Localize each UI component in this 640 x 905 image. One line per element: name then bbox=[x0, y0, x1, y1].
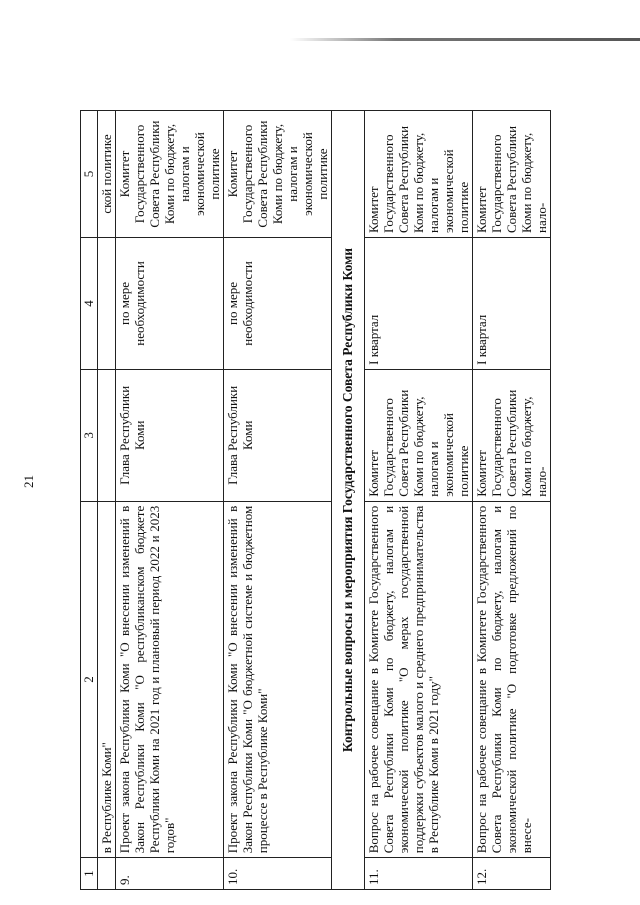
row-text: Проект закона Республики Коми "О внесении изменений в Закон Республики Коми "О республиканском бюджете Республики Коми на 2021 год и плановый период 2022 и 2023 годов" bbox=[116, 501, 224, 858]
table-row bbox=[365, 111, 473, 890]
continued-committee: ской политике bbox=[98, 111, 116, 238]
row-term: по мере необходимости bbox=[224, 238, 332, 370]
row-number: 10. bbox=[224, 858, 332, 890]
plan-table bbox=[80, 110, 551, 890]
scan-artifact-line bbox=[290, 38, 640, 41]
row-responsible: Глава Республики Коми bbox=[116, 369, 224, 501]
section-header-row bbox=[332, 111, 365, 890]
row-term: I квартал bbox=[473, 238, 551, 370]
row-term: I квартал bbox=[365, 238, 473, 370]
page-number: 21 bbox=[21, 475, 36, 488]
row-text: Вопрос на рабочее совещание в Комитете Государственного Совета Республики Коми по бюджету, налогам и экономической политике "О мерах государственной поддержки субъектов малого и среднего предпринимательства в Республике Коми в 2021 году" bbox=[365, 501, 473, 858]
row-committee: Комитет Государственного Совета Республики Коми по бюджету, налогам и экономической политике bbox=[116, 111, 224, 238]
table-row bbox=[473, 111, 551, 890]
table-row-continued bbox=[98, 111, 116, 890]
table-header-row bbox=[81, 111, 98, 890]
continued-text: в Республике Коми" bbox=[98, 501, 116, 858]
column-number-5: 5 bbox=[81, 111, 98, 238]
table-row bbox=[116, 111, 224, 890]
row-number: 12. bbox=[473, 858, 551, 890]
column-number-3: 3 bbox=[81, 369, 98, 501]
column-number-2: 2 bbox=[81, 501, 98, 858]
column-number-1: 1 bbox=[81, 858, 98, 890]
row-committee: Комитет Государственного Совета Республики Коми по бюджету, налогам и экономической политике bbox=[224, 111, 332, 238]
row-responsible: Глава Республики Коми bbox=[224, 369, 332, 501]
column-number-4: 4 bbox=[81, 238, 98, 370]
row-number: 11. bbox=[365, 858, 473, 890]
row-responsible: Комитет Государственного Совета Республики Коми по бюджету, нало- bbox=[473, 369, 551, 501]
row-committee: Комитет Государственного Совета Республики Коми по бюджету, нало- bbox=[473, 111, 551, 238]
row-text: Проект закона Республики Коми "О внесении изменений в Закон Республики Коми "О бюджетной системе и бюджетном процессе в Республике Коми" bbox=[224, 501, 332, 858]
row-responsible: Комитет Государственного Совета Республики Коми по бюджету, налогам и экономической политике bbox=[365, 369, 473, 501]
row-term: по мере необходимости bbox=[116, 238, 224, 370]
row-text: Вопрос на рабочее совещание в Комитете Государственного Совета Республики Коми по бюджету, налогам и экономической политике "О подготовке предложений по внесе- bbox=[473, 501, 551, 858]
row-committee: Комитет Государственного Совета Республики Коми по бюджету, налогам и экономической политике bbox=[365, 111, 473, 238]
table-row bbox=[224, 111, 332, 890]
rotated-page-content bbox=[80, 110, 615, 890]
row-number: 9. bbox=[116, 858, 224, 890]
section-title: Контрольные вопросы и мероприятия Государственного Совета Республики Коми bbox=[332, 111, 365, 890]
